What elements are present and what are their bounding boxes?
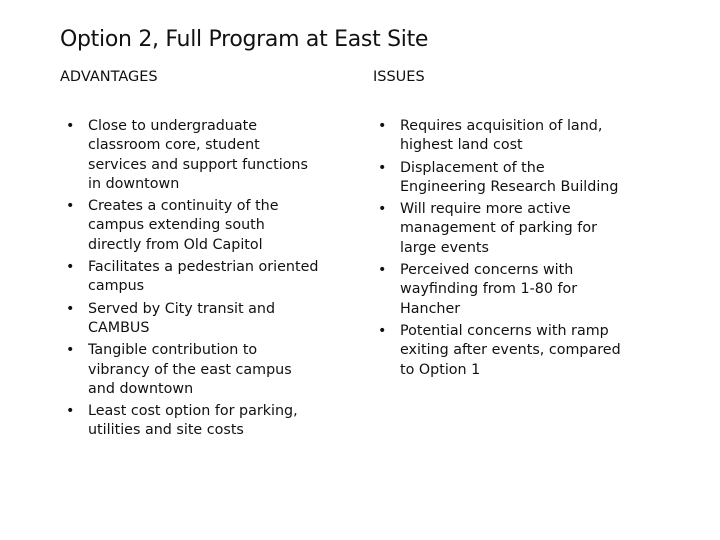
bullet-icon: • (66, 259, 75, 276)
bullet-icon: • (66, 300, 75, 317)
issues-heading: ISSUES (373, 69, 425, 85)
bullet-icon: • (66, 342, 75, 359)
list-item-text: Facilitates a pedestrian oriented campus (88, 259, 319, 295)
list-item (66, 341, 356, 399)
list-item-text: Requires acquisition of land, highest land cost (400, 118, 603, 154)
list-item-text: Creates a continuity of the campus extending south directly from Old Capitol (88, 198, 279, 253)
list-item-text: Close to undergraduate classroom core, student services and support functions in downtown (88, 118, 308, 192)
advantages-heading: ADVANTAGES (60, 69, 158, 85)
bullet-icon: • (378, 159, 387, 176)
list-item (378, 117, 658, 156)
bullet-icon: • (66, 403, 75, 420)
list-item (66, 258, 356, 297)
list-item (378, 159, 658, 198)
bullet-icon: • (378, 322, 387, 339)
list-item-text: Will require more active management of parking for large events (400, 201, 597, 256)
bullet-icon: • (66, 198, 75, 215)
list-item-text: Tangible contribution to vibrancy of the east campus and downtown (88, 342, 292, 397)
bullet-icon: • (378, 118, 387, 134)
issues-list (378, 117, 658, 383)
advantages-list (66, 117, 356, 444)
list-item (378, 261, 658, 319)
list-item-text: Least cost option for parking, utilities and site costs (88, 403, 298, 439)
list-item-text: Perceived concerns with wayfinding from 1-80 for Hancher (400, 262, 578, 317)
bullet-icon: • (378, 262, 387, 279)
list-item-text: Served by City transit and CAMBUS (88, 300, 276, 336)
list-item (378, 200, 658, 258)
list-item (66, 117, 356, 194)
bullet-icon: • (66, 118, 75, 134)
list-item-text: Potential concerns with ramp exiting after events, compared to Option 1 (400, 322, 621, 378)
page-title: Option 2, Full Program at East Site (60, 27, 429, 52)
list-item (66, 197, 356, 255)
list-item-text: Displacement of the Engineering Research Building (400, 159, 619, 195)
bullet-icon: • (378, 201, 387, 218)
list-item (378, 322, 658, 380)
list-item (66, 300, 356, 339)
list-item (66, 402, 356, 441)
